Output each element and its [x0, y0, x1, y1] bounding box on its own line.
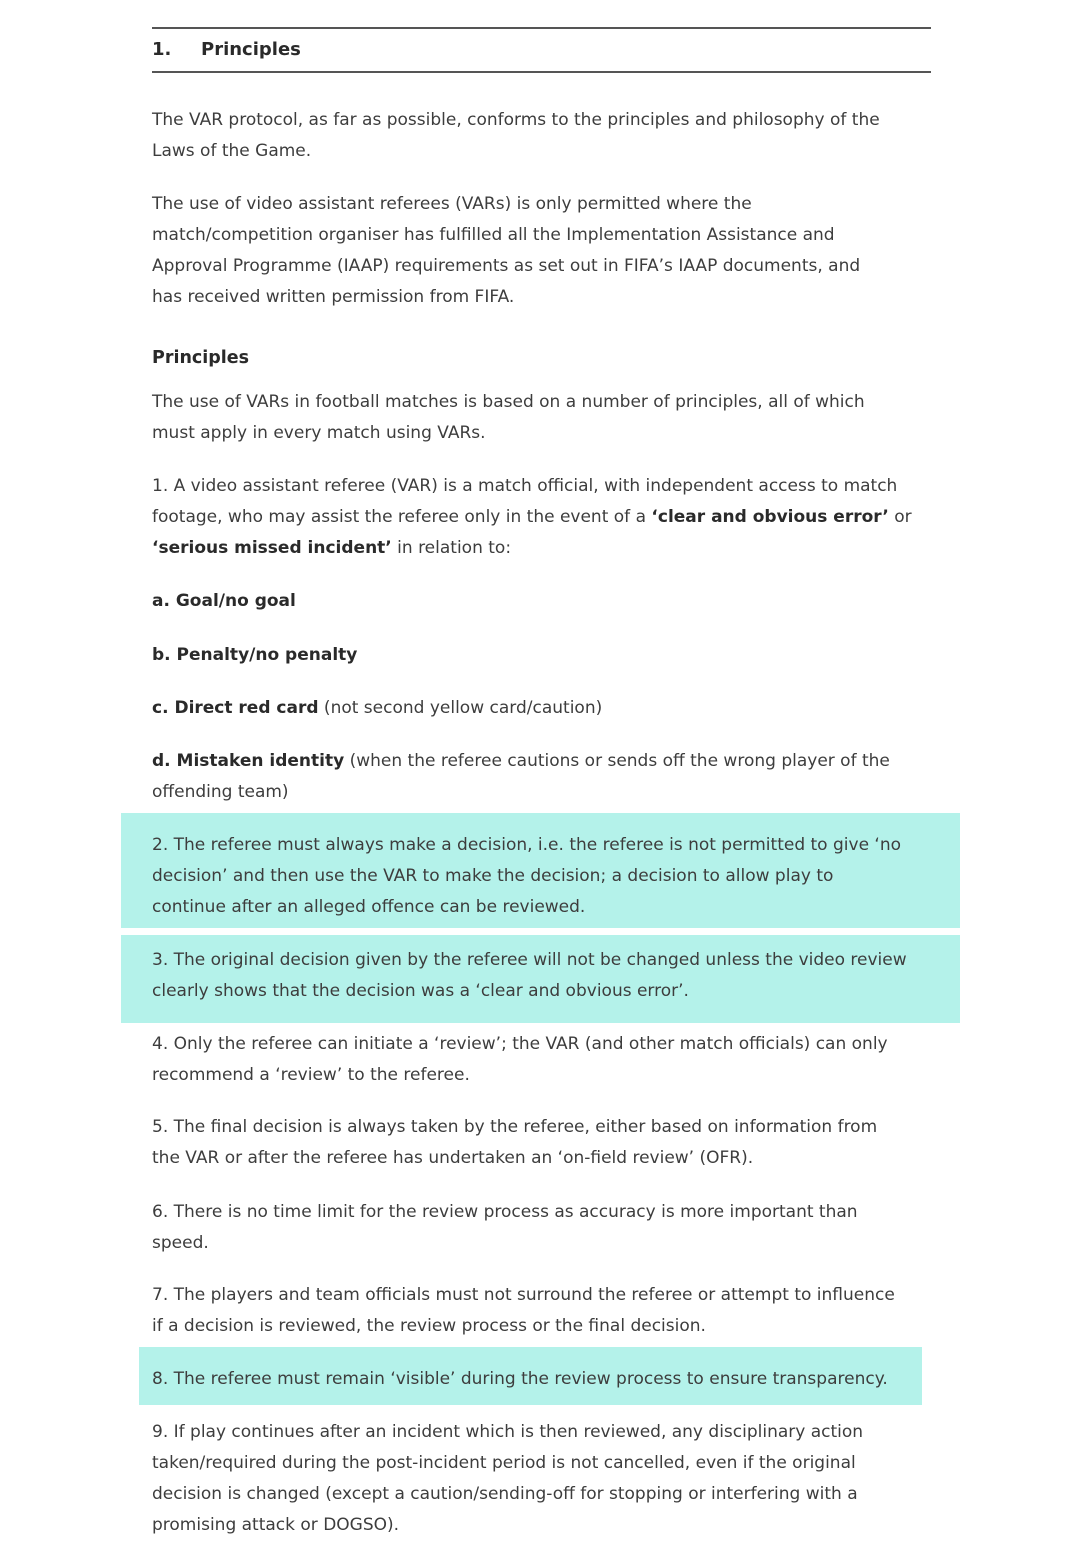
- principle-item-1: 1. A video assistant referee (VAR) is a match official, with independent access to match footage, who may assist the referee only in the event of a ‘clear and obvious error’ or ‘serious missed incident’ in relation to:: [152, 476, 912, 558]
- principles-heading: Principles: [152, 348, 250, 368]
- section-heading: [152, 36, 301, 64]
- sub-item-c: c. Direct red card (not second yellow card/caution): [152, 698, 603, 718]
- principle-item-6: 6. There is no time limit for the review process as accuracy is more important than speed.: [152, 1202, 858, 1253]
- principle-item-7: 7. The players and team officials must not surround the referee or attempt to influence if a decision is reviewed, the review process or the final decision.: [152, 1285, 895, 1336]
- intro-paragraph-2: The use of video assistant referees (VARs) is only permitted where the match/competition organiser has fulfilled all the Implementation Assistance and Approval Programme (IAAP) requirements as set out in FIFA’s IAAP documents, and has received written permission from FIFA.: [152, 194, 861, 307]
- intro-paragraph-1: The VAR protocol, as far as possible, conforms to the principles and philosophy of the Laws of the Game.: [152, 110, 880, 161]
- principle-item-8: 8. The referee must remain ‘visible’ during the review process to ensure transparency.: [152, 1369, 888, 1389]
- section-title: Principles: [201, 39, 301, 60]
- section-number: 1.: [152, 39, 172, 60]
- principle-item-3: 3. The original decision given by the referee will not be changed unless the video review clearly shows that the decision was a ‘clear and obvious error’.: [152, 950, 907, 1001]
- sub-item-a: a. Goal/no goal: [152, 591, 296, 611]
- sub-item-d: d. Mistaken identity (when the referee cautions or sends off the wrong player of the offending team): [152, 751, 890, 802]
- principle-item-9: 9. If play continues after an incident which is then reviewed, any disciplinary action taken/required during the post-incident period is not cancelled, even if the original decision is changed (except a caution/sending-off for stopping or interfering with a promising attack or DOGSO).: [152, 1422, 864, 1535]
- heading-underline: [152, 71, 931, 73]
- sub-item-b: b. Penalty/no penalty: [152, 645, 358, 665]
- principle-item-2: 2. The referee must always make a decision, i.e. the referee is not permitted to give ‘no decision’ and then use the VAR to make the decision; a decision to allow play to continue after an alleged offence can be reviewed.: [152, 835, 902, 917]
- principle-item-4: 4. Only the referee can initiate a ‘review’; the VAR (and other match officials) can only recommend a ‘review’ to the referee.: [152, 1034, 888, 1085]
- top-rule: [152, 27, 931, 29]
- principles-intro: The use of VARs in football matches is based on a number of principles, all of which must apply in every match using VARs.: [152, 392, 865, 443]
- principle-item-5: 5. The final decision is always taken by the referee, either based on information from the VAR or after the referee has undertaken an ‘on-field review’ (OFR).: [152, 1117, 878, 1168]
